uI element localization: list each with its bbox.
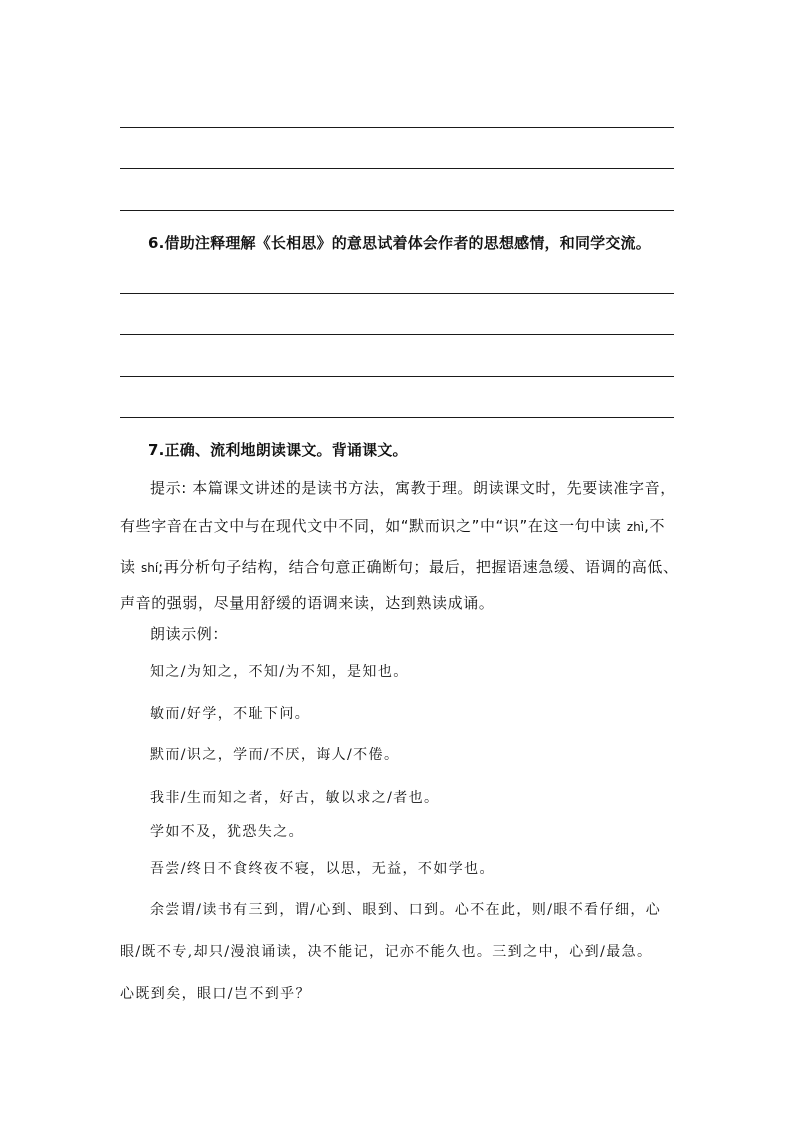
reading-example: 学如不及，犹恐失之。 (150, 824, 304, 840)
hint-line-3 (120, 556, 679, 577)
hint-line-4: 声音的强弱，尽量用舒缓的语调来读，达到熟读成诵。 (120, 594, 495, 612)
hint-line-3-text: ;再分析句子结构，结合句意正确断句；最后，把握语速急缓、语调的高低、 (158, 558, 679, 576)
question-6-title: 6.借助注释理解《长相思》的意思试着体会作者的思想感情，和同学交流。 (148, 234, 651, 252)
passage-line-2: 眼/既不专,却只/漫浪诵读，决不能记，记亦不能久也。三到之中，心到/最急。 (120, 944, 653, 960)
answer-line[interactable] (120, 168, 674, 169)
reading-example: 我非/生而知之者，好古，敏以求之/者也。 (150, 790, 440, 806)
question-7-title: 7.正确、流利地朗读课文。背诵课文。 (148, 441, 408, 459)
answer-line[interactable] (120, 376, 674, 377)
answer-line[interactable] (120, 127, 674, 128)
answer-line[interactable] (120, 417, 674, 418)
reading-example: 吾尝/终日不食终夜不寝，以思，无益，不如学也。 (150, 861, 495, 877)
pinyin-shi: shí (140, 561, 159, 575)
reading-example: 知之/为知之，不知/为不知，是知也。 (150, 664, 409, 680)
passage-line-3: 心既到矣，眼口/岂不到乎？ (120, 986, 311, 1002)
hint-line-2-tail: ,不 (644, 517, 666, 535)
hint-line-1: 提示: 本篇课文讲述的是读书方法，寓教于理。朗读课文时，先要读准字音， (150, 479, 676, 497)
hint-line-2 (120, 515, 665, 536)
passage-line-1: 余尝谓/读书有三到，谓/心到、眼到、口到。心不在此，则/眼不看仔细，心 (150, 902, 662, 918)
hint-line-2-text: 有些字音在古文中与在现代文中不同，如“默而识之”中“识”在这一句中读 (120, 517, 627, 535)
hint-line-3-lead: 读 (120, 558, 141, 576)
example-label: 朗读示例： (150, 625, 229, 643)
pinyin-zhi: zhì (626, 520, 645, 534)
reading-example: 敏而/好学，不耻下问。 (150, 706, 311, 722)
reading-example: 默而/识之，学而/不厌，诲人/不倦。 (150, 747, 400, 763)
answer-line[interactable] (120, 210, 674, 211)
answer-line[interactable] (120, 334, 674, 335)
answer-line[interactable] (120, 293, 674, 294)
